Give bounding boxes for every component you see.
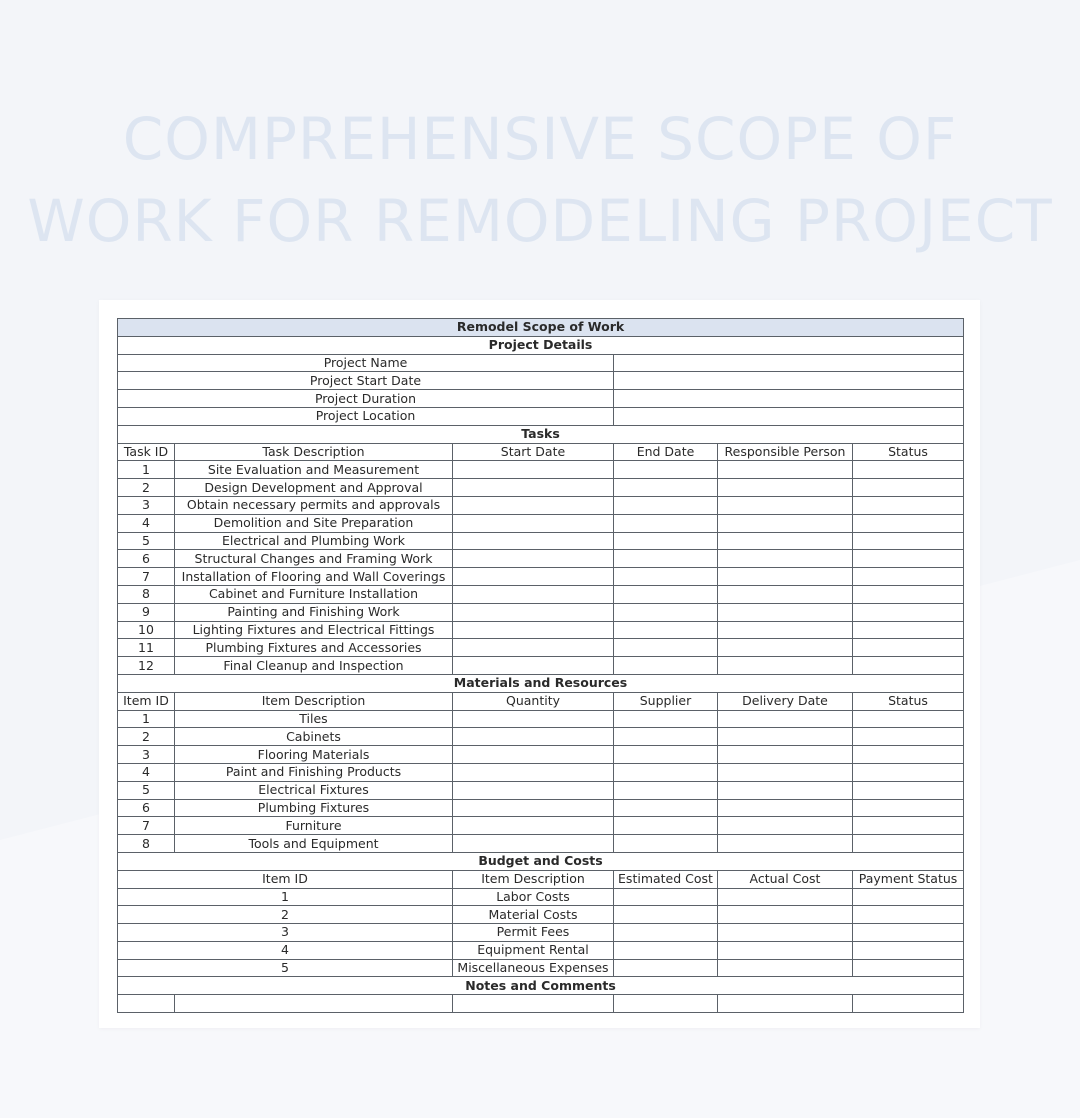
task-input-cell[interactable] <box>718 657 853 675</box>
project-details-header: Project Details <box>118 336 964 354</box>
project-detail-label: Project Location <box>118 407 614 425</box>
task-id: 3 <box>118 496 175 514</box>
table-row <box>118 657 964 675</box>
task-id: 5 <box>118 532 175 550</box>
item-description: Tiles <box>175 710 453 728</box>
item-input-cell[interactable] <box>614 728 718 746</box>
task-input-cell[interactable] <box>614 568 718 586</box>
task-input-cell[interactable] <box>718 532 853 550</box>
budget-input-cell[interactable] <box>853 959 964 977</box>
section-header-row <box>118 425 964 443</box>
task-description: Installation of Flooring and Wall Coverings <box>175 568 453 586</box>
task-column-header: Start Date <box>453 443 614 461</box>
task-id: 9 <box>118 603 175 621</box>
task-id: 6 <box>118 550 175 568</box>
project-detail-label: Project Name <box>118 354 614 372</box>
budget-item-description: Labor Costs <box>453 888 614 906</box>
table-row <box>118 621 964 639</box>
budget-input-cell[interactable] <box>614 941 718 959</box>
page-title-line-2: WORK FOR REMODELING PROJECT <box>27 187 1053 255</box>
item-description: Tools and Equipment <box>175 835 453 853</box>
task-id: 2 <box>118 479 175 497</box>
task-input-cell[interactable] <box>614 479 718 497</box>
item-input-cell[interactable] <box>453 746 614 764</box>
project-detail-row <box>118 390 964 408</box>
table-row <box>118 639 964 657</box>
table-row <box>118 763 964 781</box>
task-input-cell[interactable] <box>614 639 718 657</box>
task-input-cell[interactable] <box>453 657 614 675</box>
task-column-header: Task Description <box>175 443 453 461</box>
budget-input-cell[interactable] <box>718 959 853 977</box>
table-row <box>118 835 964 853</box>
item-description: Plumbing Fixtures <box>175 799 453 817</box>
project-detail-row <box>118 354 964 372</box>
item-input-cell[interactable] <box>614 817 718 835</box>
item-input-cell[interactable] <box>614 763 718 781</box>
table-row <box>118 941 964 959</box>
table-row <box>118 959 964 977</box>
item-input-cell[interactable] <box>853 835 964 853</box>
item-description: Flooring Materials <box>175 746 453 764</box>
task-input-cell[interactable] <box>853 550 964 568</box>
budget-input-cell[interactable] <box>614 888 718 906</box>
item-input-cell[interactable] <box>853 728 964 746</box>
budget-input-cell[interactable] <box>614 906 718 924</box>
project-detail-value[interactable] <box>614 354 964 372</box>
task-id: 1 <box>118 461 175 479</box>
table-row <box>118 906 964 924</box>
task-description: Design Development and Approval <box>175 479 453 497</box>
task-input-cell[interactable] <box>614 585 718 603</box>
item-description: Cabinets <box>175 728 453 746</box>
budget-item-description: Miscellaneous Expenses <box>453 959 614 977</box>
task-id: 7 <box>118 568 175 586</box>
project-detail-label: Project Start Date <box>118 372 614 390</box>
task-input-cell[interactable] <box>853 657 964 675</box>
task-input-cell[interactable] <box>614 496 718 514</box>
task-input-cell[interactable] <box>718 461 853 479</box>
notes-cell[interactable] <box>614 995 718 1013</box>
materials-header: Materials and Resources <box>118 674 964 692</box>
task-column-header: Task ID <box>118 443 175 461</box>
task-description: Cabinet and Furniture Installation <box>175 585 453 603</box>
task-id: 12 <box>118 657 175 675</box>
task-input-cell[interactable] <box>614 657 718 675</box>
task-input-cell[interactable] <box>614 603 718 621</box>
item-input-cell[interactable] <box>453 763 614 781</box>
item-description: Furniture <box>175 817 453 835</box>
section-header-row <box>118 977 964 995</box>
table-row <box>118 532 964 550</box>
task-input-cell[interactable] <box>853 514 964 532</box>
table-row <box>118 496 964 514</box>
item-input-cell[interactable] <box>718 799 853 817</box>
budget-item-id: 5 <box>118 959 453 977</box>
task-input-cell[interactable] <box>614 550 718 568</box>
task-id: 8 <box>118 585 175 603</box>
table-row <box>118 568 964 586</box>
table-row <box>118 603 964 621</box>
task-description: Demolition and Site Preparation <box>175 514 453 532</box>
notes-cell[interactable] <box>853 995 964 1013</box>
item-id: 3 <box>118 746 175 764</box>
task-input-cell[interactable] <box>853 479 964 497</box>
table-row <box>118 585 964 603</box>
item-input-cell[interactable] <box>614 746 718 764</box>
task-input-cell[interactable] <box>718 479 853 497</box>
tasks-header: Tasks <box>118 425 964 443</box>
task-input-cell[interactable] <box>453 568 614 586</box>
item-input-cell[interactable] <box>453 710 614 728</box>
item-input-cell[interactable] <box>718 728 853 746</box>
column-header-row <box>118 692 964 710</box>
notes-cell[interactable] <box>175 995 453 1013</box>
section-header-row <box>118 336 964 354</box>
task-description: Site Evaluation and Measurement <box>175 461 453 479</box>
task-input-cell[interactable] <box>614 621 718 639</box>
budget-input-cell[interactable] <box>853 906 964 924</box>
budget-item-id: 4 <box>118 941 453 959</box>
item-input-cell[interactable] <box>718 781 853 799</box>
item-input-cell[interactable] <box>718 710 853 728</box>
budget-item-description: Equipment Rental <box>453 941 614 959</box>
budget-input-cell[interactable] <box>718 941 853 959</box>
item-input-cell[interactable] <box>718 746 853 764</box>
budget-input-cell[interactable] <box>853 888 964 906</box>
task-input-cell[interactable] <box>453 532 614 550</box>
task-description: Painting and Finishing Work <box>175 603 453 621</box>
budget-input-cell[interactable] <box>718 888 853 906</box>
page-title-line-1: COMPREHENSIVE SCOPE OF <box>122 105 958 173</box>
item-input-cell[interactable] <box>614 710 718 728</box>
item-column-header: Item ID <box>118 692 175 710</box>
table-row <box>118 550 964 568</box>
task-input-cell[interactable] <box>718 621 853 639</box>
budget-item-id: 2 <box>118 906 453 924</box>
budget-input-cell[interactable] <box>853 941 964 959</box>
task-input-cell[interactable] <box>718 603 853 621</box>
item-input-cell[interactable] <box>853 799 964 817</box>
task-input-cell[interactable] <box>453 550 614 568</box>
project-detail-value[interactable] <box>614 372 964 390</box>
item-input-cell[interactable] <box>853 763 964 781</box>
budget-column-header: Item Description <box>453 870 614 888</box>
task-input-cell[interactable] <box>718 568 853 586</box>
task-input-cell[interactable] <box>853 568 964 586</box>
task-input-cell[interactable] <box>718 639 853 657</box>
table-row <box>118 479 964 497</box>
item-input-cell[interactable] <box>614 781 718 799</box>
item-input-cell[interactable] <box>718 817 853 835</box>
section-header-row <box>118 852 964 870</box>
sheet-title-row <box>118 319 964 337</box>
budget-input-cell[interactable] <box>718 924 853 942</box>
item-id: 8 <box>118 835 175 853</box>
budget-item-id: 3 <box>118 924 453 942</box>
budget-column-header: Payment Status <box>853 870 964 888</box>
item-input-cell[interactable] <box>718 763 853 781</box>
task-input-cell[interactable] <box>853 496 964 514</box>
item-column-header: Delivery Date <box>718 692 853 710</box>
budget-input-cell[interactable] <box>614 924 718 942</box>
table-row <box>118 781 964 799</box>
notes-cell[interactable] <box>453 995 614 1013</box>
budget-header: Budget and Costs <box>118 852 964 870</box>
item-id: 5 <box>118 781 175 799</box>
item-input-cell[interactable] <box>453 835 614 853</box>
column-header-row <box>118 870 964 888</box>
table-row <box>118 817 964 835</box>
task-input-cell[interactable] <box>614 532 718 550</box>
item-input-cell[interactable] <box>614 835 718 853</box>
task-id: 11 <box>118 639 175 657</box>
task-column-header: End Date <box>614 443 718 461</box>
project-detail-value[interactable] <box>614 390 964 408</box>
notes-row <box>118 995 964 1013</box>
task-input-cell[interactable] <box>718 550 853 568</box>
task-input-cell[interactable] <box>718 585 853 603</box>
task-input-cell[interactable] <box>853 532 964 550</box>
table-row <box>118 746 964 764</box>
item-description: Paint and Finishing Products <box>175 763 453 781</box>
task-input-cell[interactable] <box>853 639 964 657</box>
notes-cell[interactable] <box>718 995 853 1013</box>
section-header-row <box>118 674 964 692</box>
task-input-cell[interactable] <box>453 639 614 657</box>
item-input-cell[interactable] <box>853 781 964 799</box>
item-column-header: Item Description <box>175 692 453 710</box>
task-input-cell[interactable] <box>853 603 964 621</box>
task-description: Electrical and Plumbing Work <box>175 532 453 550</box>
table-row <box>118 461 964 479</box>
task-description: Final Cleanup and Inspection <box>175 657 453 675</box>
task-input-cell[interactable] <box>718 496 853 514</box>
page-title <box>0 98 1080 262</box>
task-id: 4 <box>118 514 175 532</box>
task-input-cell[interactable] <box>614 461 718 479</box>
task-input-cell[interactable] <box>614 514 718 532</box>
item-id: 1 <box>118 710 175 728</box>
task-column-header: Status <box>853 443 964 461</box>
item-input-cell[interactable] <box>453 781 614 799</box>
table-row <box>118 888 964 906</box>
budget-input-cell[interactable] <box>614 959 718 977</box>
task-description: Lighting Fixtures and Electrical Fittings <box>175 621 453 639</box>
task-description: Obtain necessary permits and approvals <box>175 496 453 514</box>
task-input-cell[interactable] <box>853 461 964 479</box>
budget-column-header: Actual Cost <box>718 870 853 888</box>
item-description: Electrical Fixtures <box>175 781 453 799</box>
item-column-header: Quantity <box>453 692 614 710</box>
task-id: 10 <box>118 621 175 639</box>
task-description: Plumbing Fixtures and Accessories <box>175 639 453 657</box>
task-input-cell[interactable] <box>453 585 614 603</box>
budget-column-header: Estimated Cost <box>614 870 718 888</box>
task-input-cell[interactable] <box>453 603 614 621</box>
table-row <box>118 710 964 728</box>
task-input-cell[interactable] <box>853 621 964 639</box>
item-input-cell[interactable] <box>453 728 614 746</box>
sheet-title: Remodel Scope of Work <box>118 319 964 337</box>
budget-input-cell[interactable] <box>853 924 964 942</box>
item-input-cell[interactable] <box>853 817 964 835</box>
item-input-cell[interactable] <box>718 835 853 853</box>
spreadsheet-card <box>99 300 980 1028</box>
notes-header: Notes and Comments <box>118 977 964 995</box>
item-input-cell[interactable] <box>614 799 718 817</box>
task-input-cell[interactable] <box>453 621 614 639</box>
task-input-cell[interactable] <box>718 514 853 532</box>
task-description: Structural Changes and Framing Work <box>175 550 453 568</box>
table-row <box>118 514 964 532</box>
task-input-cell[interactable] <box>453 514 614 532</box>
project-detail-row <box>118 407 964 425</box>
table-row <box>118 924 964 942</box>
item-column-header: Status <box>853 692 964 710</box>
project-detail-label: Project Duration <box>118 390 614 408</box>
task-input-cell[interactable] <box>853 585 964 603</box>
item-id: 4 <box>118 763 175 781</box>
budget-item-description: Material Costs <box>453 906 614 924</box>
table-row <box>118 799 964 817</box>
scope-of-work-table <box>117 318 964 1013</box>
task-input-cell[interactable] <box>453 479 614 497</box>
task-input-cell[interactable] <box>453 461 614 479</box>
column-header-row <box>118 443 964 461</box>
item-id: 2 <box>118 728 175 746</box>
budget-item-id: 1 <box>118 888 453 906</box>
budget-item-description: Permit Fees <box>453 924 614 942</box>
project-detail-row <box>118 372 964 390</box>
item-id: 7 <box>118 817 175 835</box>
item-input-cell[interactable] <box>453 817 614 835</box>
item-column-header: Supplier <box>614 692 718 710</box>
item-input-cell[interactable] <box>453 799 614 817</box>
budget-input-cell[interactable] <box>718 906 853 924</box>
item-id: 6 <box>118 799 175 817</box>
task-column-header: Responsible Person <box>718 443 853 461</box>
item-input-cell[interactable] <box>853 746 964 764</box>
table-row <box>118 728 964 746</box>
budget-column-header: Item ID <box>118 870 453 888</box>
notes-cell[interactable] <box>118 995 175 1013</box>
task-input-cell[interactable] <box>453 496 614 514</box>
project-detail-value[interactable] <box>614 407 964 425</box>
item-input-cell[interactable] <box>853 710 964 728</box>
